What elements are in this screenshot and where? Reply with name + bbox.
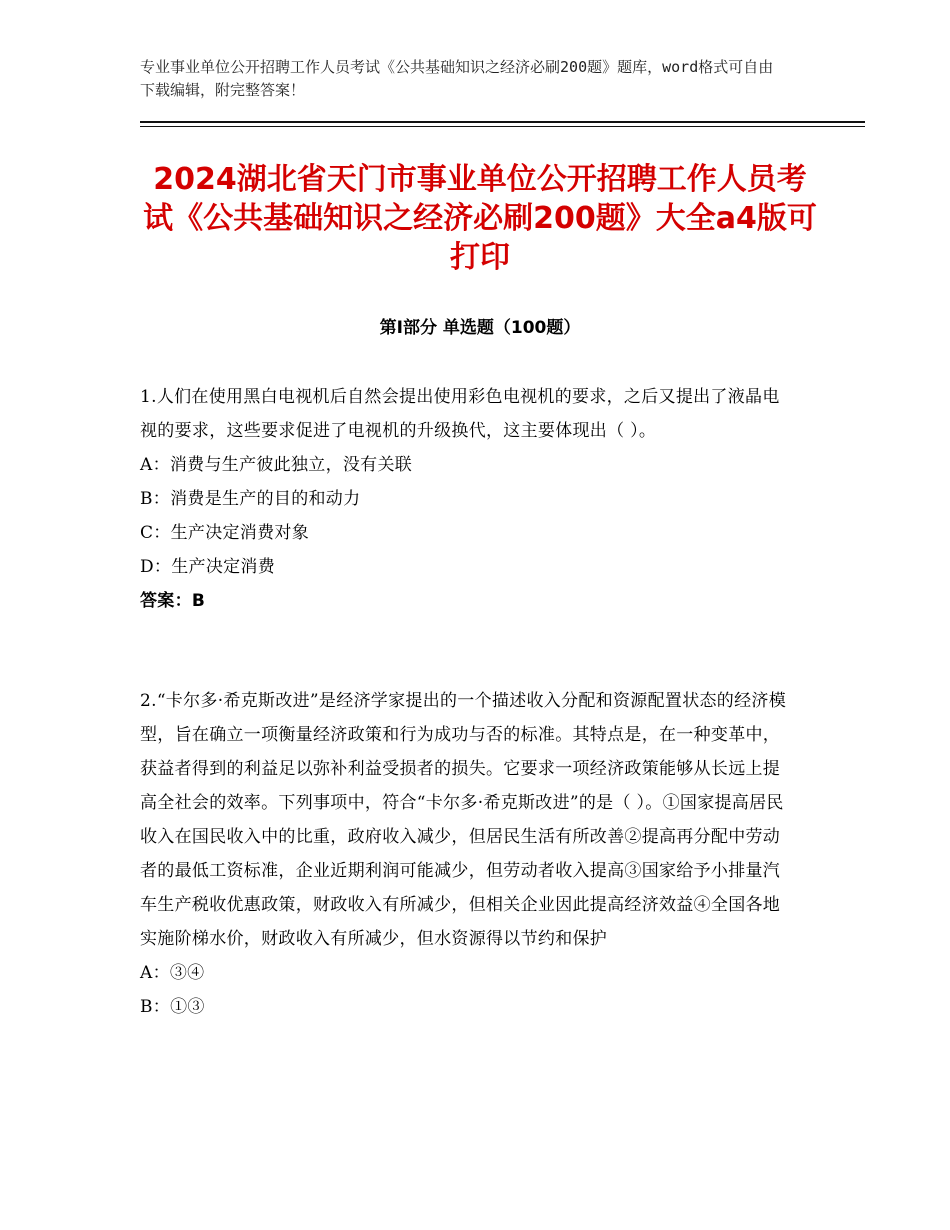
answer-label: 答案：B [140, 591, 206, 611]
option-a: A：消费与生产彼此独立，没有关联 [140, 455, 413, 475]
question-stem: 2.“卡尔多·希克斯改进”是经济学家提出的一个描述收入分配和资源配置状态的经济模型，旨在确立一项衡量经济政策和行为成功与否的标准。其特点是，在一种变革中，获益者得到的利益足以弥补利益受损者的损失。它要求一项经济政策能够从长远上提高全社会的效率。下列事项中，符合“卡尔多·希克斯改进”的是（ ）。①国家提高居民收入在国民收入中的比重，政府收入减少，但居民生活有所改善②提高再分配中劳动者的最低工资标准，企业近期利润可能减少，但劳动者收入提高③国家给予小排量汽车生产税收优惠政策，财政收入有所减少，但相关企业因此提高经济效益④全国各地实施阶梯水价，财政收入有所减少，但水资源得以节约和保护 [140, 691, 787, 949]
option-a: A：③④ [140, 963, 205, 983]
question-1 [140, 380, 795, 618]
option-b: B：①③ [140, 997, 205, 1017]
header-note: 专业事业单位公开招聘工作人员考试《公共基础知识之经济必刷200题》题库，word格式可自由下载编辑，附完整答案！ [140, 58, 774, 99]
header-rule-thin [140, 126, 865, 127]
question-2 [140, 684, 795, 1024]
option-c: C：生产决定消费对象 [140, 523, 310, 543]
option-b: B：消费是生产的目的和动力 [140, 489, 361, 509]
option-d: D：生产决定消费 [140, 557, 276, 577]
header-rule-thick [140, 121, 865, 123]
document-title: 2024湖北省天门市事业单位公开招聘工作人员考试《公共基础知识之经济必刷200题》大全a4版可打印 [143, 162, 817, 275]
question-stem: 1.人们在使用黑白电视机后自然会提出使用彩色电视机的要求，之后又提出了液晶电视的要求，这些要求促进了电视机的升级换代，这主要体现出（ ）。 [140, 387, 780, 441]
section-heading: 第Ⅰ部分 单选题（100题） [379, 318, 581, 338]
